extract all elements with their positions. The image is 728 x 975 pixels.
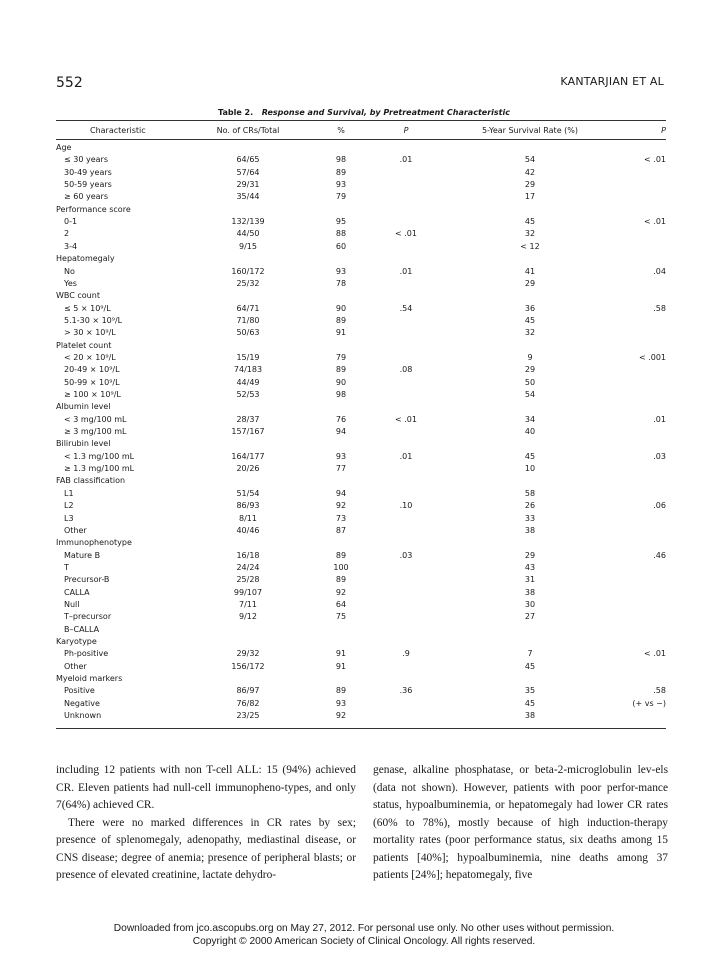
table-cell: 94	[335, 427, 347, 437]
table-cell: Myeloid markers	[56, 674, 123, 684]
table-row	[56, 661, 666, 673]
table-cell: 42	[524, 167, 536, 177]
table-cell: 89	[335, 686, 347, 696]
table-cell: 91	[335, 661, 347, 671]
table-cell: 34	[524, 414, 536, 424]
table-cell: 25/28	[236, 575, 260, 585]
table-cell: 89	[335, 315, 347, 325]
table-cell: 132/139	[231, 217, 265, 227]
table-cell: 92	[335, 501, 347, 511]
table-cell: 92	[335, 711, 347, 721]
table-group-row	[56, 253, 666, 265]
table-cell: 15/19	[236, 352, 260, 362]
table-cell: 23/25	[236, 711, 260, 721]
table-cell: .01	[399, 451, 413, 461]
table-cell: 164/177	[231, 451, 265, 461]
body-paragraph: including 12 patients with non T-cell ALL: 15 (94%) achieved CR. Eleven patients had null-cell immunopheno-types, and only 7(64%) achieved CR.	[56, 764, 356, 811]
table-cell: .03	[399, 550, 413, 560]
table-cell: 45	[524, 451, 536, 461]
table-cell: 40	[524, 427, 536, 437]
table-cell: 89	[335, 575, 347, 585]
table-cell: Bilirubin level	[56, 439, 111, 449]
table-label: Table 2.	[218, 108, 254, 117]
table-cell: ≥ 60 years	[64, 192, 108, 202]
table-group-row	[56, 340, 666, 352]
table-cell: ≥ 100 × 10⁹/L	[64, 390, 121, 399]
table-cell: Precursor-B	[64, 575, 110, 585]
table-cell: < .01	[395, 414, 417, 424]
table-cell: 9/12	[239, 612, 257, 622]
table-row	[56, 710, 666, 722]
table-cell: 36	[524, 303, 536, 313]
table-cell: 90	[335, 303, 347, 313]
table-row	[56, 624, 666, 636]
table-cell: 78	[335, 278, 347, 288]
table-row	[56, 228, 666, 240]
table-cell: 87	[335, 525, 347, 535]
table-cell: < .01	[644, 155, 666, 165]
table-row	[56, 562, 666, 574]
table-row	[56, 685, 666, 697]
table-cell: Other	[64, 525, 87, 535]
table-cell: 32	[524, 229, 536, 239]
table-row	[56, 364, 666, 376]
table-cell: B–CALLA	[64, 624, 100, 634]
table-cell: 20/26	[236, 464, 260, 474]
table-group-row	[56, 475, 666, 487]
table-cell: 38	[524, 711, 536, 721]
table-cell: Other	[64, 661, 87, 671]
page-number: 552	[56, 75, 83, 91]
table-cell: 98	[335, 390, 347, 399]
table-cell: .06	[653, 501, 666, 511]
table-cell: 2	[64, 229, 70, 239]
table-cell: Ph-positive	[64, 649, 109, 659]
body-column-right	[373, 762, 668, 885]
col-header-survival: 5-Year Survival Rate (%)	[481, 126, 579, 135]
table-cell: 51/54	[236, 488, 260, 498]
table-cell: 79	[335, 352, 347, 362]
table-row	[56, 525, 666, 537]
table-cell: 64/65	[236, 155, 260, 165]
table-cell: No	[64, 266, 75, 276]
table-row	[56, 352, 666, 364]
table-cell: .08	[399, 365, 413, 375]
table-cell: < .01	[644, 649, 666, 659]
table-cell: 8/11	[239, 513, 257, 523]
table-cell: .58	[653, 303, 666, 313]
table-cell: 64/71	[236, 303, 260, 313]
table-cell: .01	[653, 414, 666, 424]
table-cell: ≥ 3 mg/100 mL	[64, 427, 127, 437]
table-row	[56, 599, 666, 611]
table-cell: 75	[335, 612, 347, 622]
table-cell: Negative	[64, 698, 100, 708]
table-cell: 91	[335, 328, 347, 338]
table-cell: 29	[524, 550, 536, 560]
col-header-p2: P	[661, 126, 666, 135]
table-row	[56, 315, 666, 327]
table-cell: 76/82	[236, 698, 260, 708]
table-row	[56, 278, 666, 290]
table-cell: 29	[524, 278, 536, 288]
table-cell: 26	[524, 501, 536, 511]
table-cell: 10	[524, 464, 536, 474]
table-cell: .01	[399, 155, 413, 165]
table-cell: 33	[524, 513, 536, 523]
download-footer	[0, 923, 728, 948]
table-row	[56, 191, 666, 203]
table-row	[56, 414, 666, 426]
table-cell: 54	[524, 390, 536, 399]
table-row	[56, 698, 666, 710]
table-cell: < .01	[644, 217, 666, 227]
table-cell: 160/172	[231, 266, 265, 276]
table-cell: .9	[402, 649, 410, 659]
table-cell: Karyotype	[56, 637, 97, 646]
table-cell: 92	[335, 587, 347, 597]
table-cell: 40/46	[236, 525, 260, 535]
table-cell: 50-99 × 10⁹/L	[64, 377, 120, 387]
body-paragraph: genase, alkaline phosphatase, or beta-2-microglobulin lev-els (data not shown). However, patients with poor perfor-mance status, hypoalbuminemia, or hepatomegaly had lower CR rates (60% to 78%), mostly because of high induction-therapy mortality rates (poor performance status, six deaths among 15 patients [40%]; hypoalbuminemia, nine deaths among 37 patients [24%]; hepatomegaly, five	[373, 764, 668, 881]
table-cell: L3	[64, 513, 74, 523]
table-header-rule	[56, 139, 666, 140]
table-cell: 41	[524, 266, 536, 276]
table-cell: T–precursor	[64, 612, 112, 622]
table-cell: 29/32	[236, 649, 260, 659]
table-cell: 38	[524, 525, 536, 535]
table-cell: Positive	[64, 686, 95, 696]
table-row	[56, 216, 666, 228]
col-header-characteristic: Characteristic	[90, 126, 146, 135]
table-cell: .36	[399, 686, 413, 696]
table-row	[56, 377, 666, 389]
table-cell: 24/24	[236, 562, 260, 572]
table-cell: 57/64	[236, 167, 260, 177]
table-cell: < 3 mg/100 mL	[64, 414, 127, 424]
table-header-row	[56, 125, 666, 137]
table-row	[56, 513, 666, 525]
table-cell: ≤ 5 × 10⁹/L	[64, 303, 111, 313]
table-row	[56, 389, 666, 401]
table-bottom-rule	[56, 728, 666, 729]
table-cell: 89	[335, 550, 347, 560]
table-cell: 45	[524, 698, 536, 708]
table-top-rule	[56, 120, 666, 121]
table-cell: 16/18	[236, 550, 260, 560]
table-cell: .01	[399, 266, 413, 276]
table-cell: 91	[335, 649, 347, 659]
table-cell: 29	[524, 365, 536, 375]
table-cell: .03	[653, 451, 666, 461]
table-cell: 9	[527, 352, 533, 362]
table-cell: 44/49	[236, 377, 260, 387]
table-cell: 30-49 years	[64, 167, 112, 177]
table-cell: 157/167	[231, 427, 265, 437]
body-column-left	[56, 762, 356, 885]
table-cell: < 12	[520, 241, 540, 251]
table-cell: Platelet count	[56, 340, 112, 350]
table-group-row	[56, 438, 666, 450]
table-cell: 3-4	[64, 241, 78, 251]
table-cell: 86/93	[236, 501, 260, 511]
table-cell: 58	[524, 488, 536, 498]
table-cell: 100	[333, 562, 349, 572]
table-cell: 88	[335, 229, 347, 239]
table-row	[56, 266, 666, 278]
table-cell: Hepatomegaly	[56, 254, 115, 264]
table-cell: 95	[335, 217, 347, 227]
table-cell: 54	[524, 155, 536, 165]
table-row	[56, 179, 666, 191]
col-header-p1: P	[403, 126, 409, 135]
table-cell: 43	[524, 562, 536, 572]
footer-line-2: Copyright © 2000 American Society of Clinical Oncology. All rights reserved.	[192, 935, 536, 947]
table-group-row	[56, 204, 666, 216]
table-row	[56, 167, 666, 179]
table-cell: Yes	[64, 278, 77, 288]
table-cell: < 1.3 mg/100 mL	[64, 451, 135, 461]
table-cell: 73	[335, 513, 347, 523]
table-group-row	[56, 636, 666, 648]
table-cell: 45	[524, 217, 536, 227]
table-cell: 89	[335, 365, 347, 375]
table-cell: Immunophenotype	[56, 538, 132, 548]
table-cell: 27	[524, 612, 536, 622]
table-cell: .54	[399, 303, 413, 313]
table-cell: (+ vs −)	[632, 698, 666, 708]
table-row	[56, 500, 666, 512]
table-cell: 79	[335, 192, 347, 202]
table-cell: 76	[335, 414, 347, 424]
table-cell: 7/11	[239, 599, 257, 609]
table-cell: 89	[335, 167, 347, 177]
table-cell: .46	[653, 550, 666, 560]
table-cell: 35	[524, 686, 536, 696]
table-cell: L1	[64, 488, 74, 498]
table-cell: 7	[527, 649, 533, 659]
table-cell: FAB classification	[56, 476, 126, 486]
table-group-row	[56, 142, 666, 154]
table-cell: 86/97	[236, 686, 260, 696]
table-row	[56, 327, 666, 339]
body-paragraph: There were no marked differences in CR rates by sex; presence of splenomegaly, adenopathy, mediastinal disease, or CNS disease; degree of anemia; presence of peripheral blasts; or presence of elevated creatinine, lactate dehydro-	[56, 816, 356, 881]
table-cell: > 30 × 10⁹/L	[64, 328, 116, 338]
table-cell: 29/31	[236, 180, 260, 190]
table-cell: Null	[64, 599, 80, 609]
table-row	[56, 648, 666, 660]
table-cell: 45	[524, 661, 536, 671]
table-cell: .04	[653, 266, 666, 276]
table-cell: 93	[335, 451, 347, 461]
table-row	[56, 463, 666, 475]
table-cell: .10	[399, 501, 413, 511]
table-cell: Unknown	[64, 711, 102, 721]
table-cell: 20-49 × 10⁹/L	[64, 365, 120, 375]
table-row	[56, 574, 666, 586]
table-group-row	[56, 401, 666, 413]
table-cell: 50-59 years	[64, 180, 112, 190]
table-cell: Age	[56, 143, 72, 152]
table-cell: 74/183	[233, 365, 263, 375]
table-cell: 90	[335, 377, 347, 387]
table-row	[56, 303, 666, 315]
table-row	[56, 550, 666, 562]
table-cell: 32	[524, 328, 536, 338]
table-group-row	[56, 537, 666, 549]
col-header-crs: No. of CRs/Total	[216, 126, 280, 135]
table-cell: 77	[335, 464, 347, 474]
table-cell: 17	[524, 192, 536, 202]
table-row	[56, 241, 666, 253]
table-cell: 25/32	[236, 278, 260, 288]
table-cell: 45	[524, 315, 536, 325]
table-cell: 156/172	[231, 661, 265, 671]
table-cell: 50	[524, 377, 536, 387]
table-cell: 31	[524, 575, 536, 585]
table-cell: 50/63	[236, 328, 260, 338]
table-cell: 98	[335, 155, 347, 165]
col-header-percent: %	[337, 126, 345, 135]
table-cell: 52/53	[236, 390, 260, 399]
table-row	[56, 451, 666, 463]
table-cell: 5.1-30 × 10⁹/L	[64, 315, 123, 325]
table-cell: Mature B	[64, 550, 101, 560]
footer-line-1: Downloaded from jco.ascopubs.org on May 27, 2012. For personal use only. No other uses without permission.	[113, 923, 615, 934]
table-cell: CALLA	[64, 587, 90, 597]
table-cell: ≤ 30 years	[64, 155, 108, 165]
running-head: KANTARJIAN ET AL	[560, 75, 664, 88]
table-cell: 28/37	[236, 414, 260, 424]
table-cell: 94	[335, 488, 347, 498]
table-cell: 35/44	[236, 192, 260, 202]
table-cell: 93	[335, 698, 347, 708]
table-cell: < .001	[638, 352, 666, 362]
table-cell: 64	[335, 599, 347, 609]
table-cell: WBC count	[56, 291, 100, 301]
table-row	[56, 426, 666, 438]
table-cell: 29	[524, 180, 536, 190]
table-cell: 9/15	[239, 241, 257, 251]
table-title	[0, 108, 728, 117]
table-cell: < 20 × 10⁹/L	[64, 352, 116, 362]
table-cell: 71/80	[236, 315, 260, 325]
table-cell: < .01	[395, 229, 417, 239]
table-row	[56, 587, 666, 599]
table-cell: L2	[64, 501, 74, 511]
table-cell: 0-1	[64, 217, 78, 227]
table-cell: ≥ 1.3 mg/100 mL	[64, 464, 135, 474]
table-row	[56, 488, 666, 500]
table-cell: 99/107	[233, 587, 263, 597]
table-group-row	[56, 673, 666, 685]
table-cell: Albumin level	[56, 402, 111, 412]
table-row	[56, 611, 666, 623]
table-cell: 38	[524, 587, 536, 597]
table-cell: T	[64, 562, 69, 572]
table-row	[56, 154, 666, 166]
table-cell: 60	[335, 241, 347, 251]
table-caption: Response and Survival, by Pretreatment Characteristic	[261, 108, 510, 117]
table-cell: 30	[524, 599, 536, 609]
table-cell: 44/50	[236, 229, 260, 239]
table-cell: 93	[335, 180, 347, 190]
table-cell: 93	[335, 266, 347, 276]
table-cell: Performance score	[56, 204, 131, 214]
table-cell: .58	[653, 686, 666, 696]
table-group-row	[56, 290, 666, 302]
